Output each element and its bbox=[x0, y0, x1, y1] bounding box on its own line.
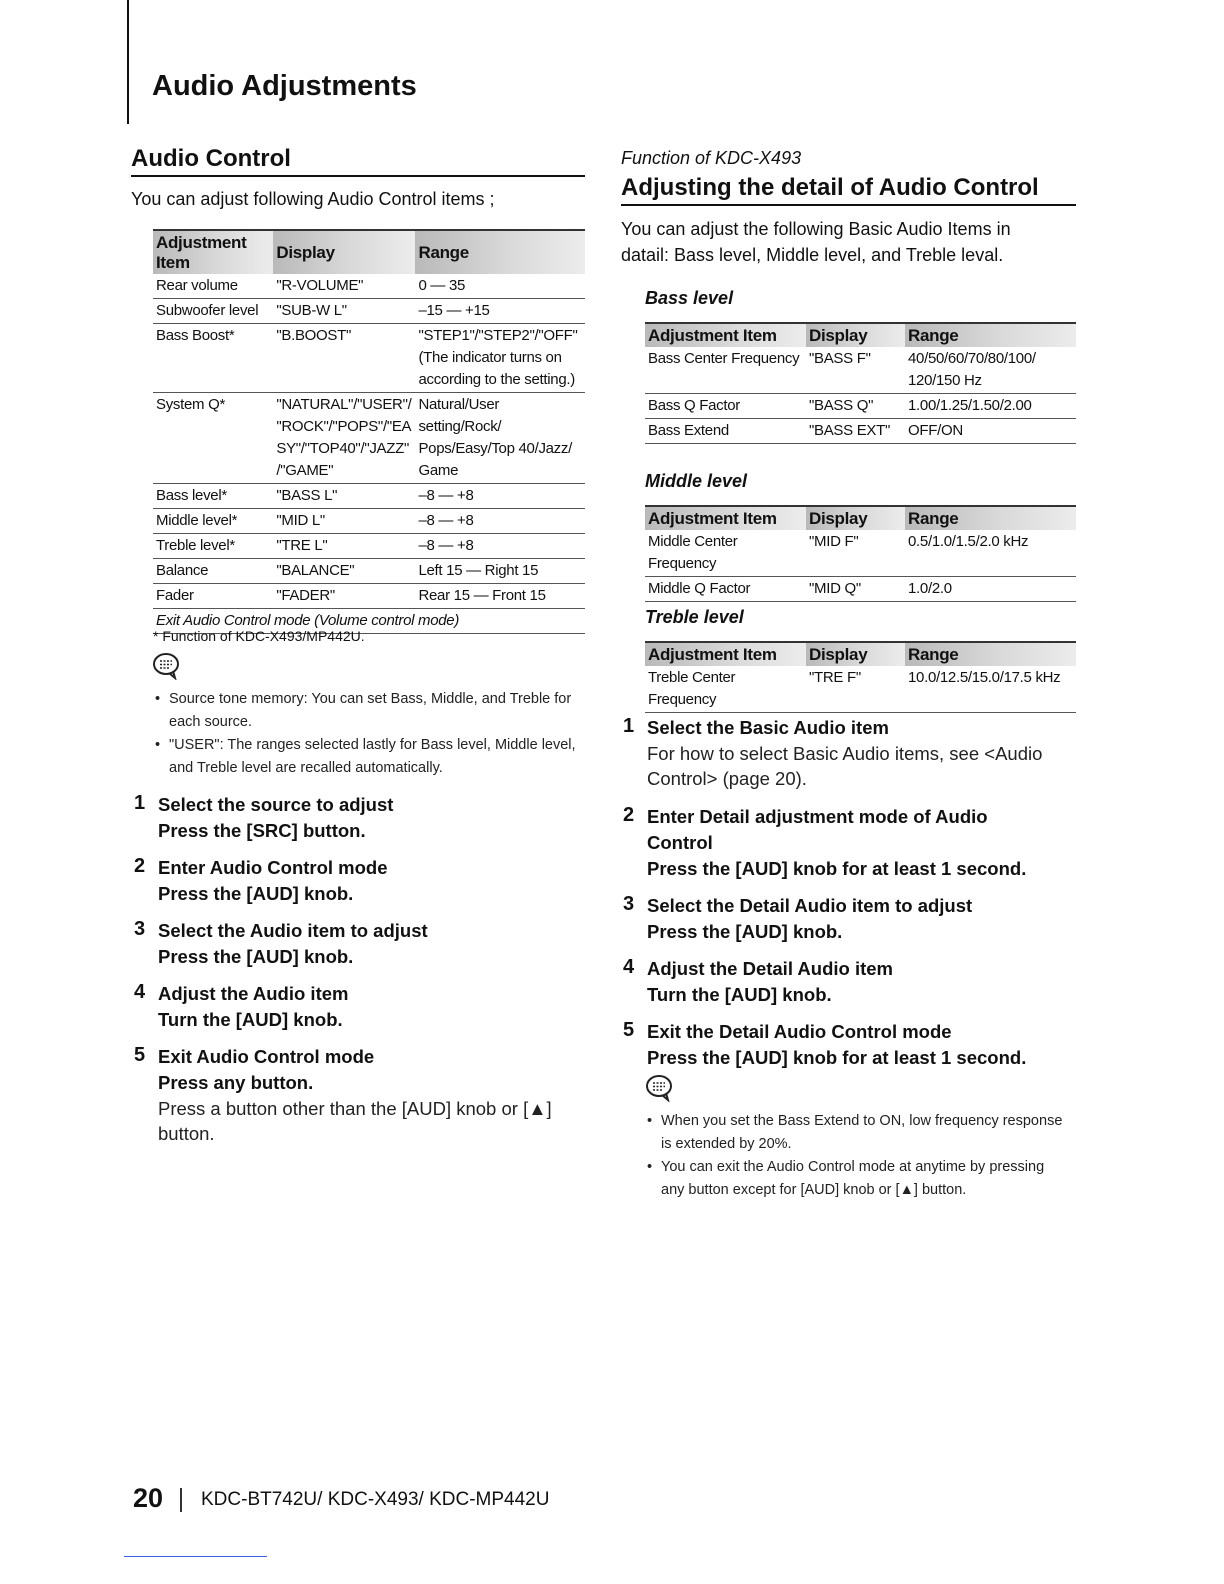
cell: Left 15 — Right 15 bbox=[415, 559, 585, 584]
cell: Middle Center Frequency bbox=[645, 530, 806, 577]
cell: Bass level* bbox=[153, 484, 273, 509]
cell: –8 — +8 bbox=[415, 484, 585, 509]
cell: Bass Center Frequency bbox=[645, 347, 806, 394]
cell: "B.BOOST" bbox=[273, 324, 415, 393]
column-header: Range bbox=[415, 230, 585, 274]
table-row bbox=[645, 530, 1076, 577]
step-number: 4 bbox=[623, 956, 635, 978]
table-row bbox=[645, 577, 1076, 602]
table-header-row bbox=[645, 323, 1076, 347]
cell: "FADER" bbox=[273, 584, 415, 609]
left-step-1 bbox=[134, 792, 574, 844]
cell: Bass Extend bbox=[645, 419, 806, 444]
audio-control-heading: Audio Control bbox=[131, 145, 585, 177]
footer-separator bbox=[180, 1488, 182, 1512]
column-header: Display bbox=[806, 642, 905, 666]
cell: Natural/User setting/Rock/ Pops/Easy/Top 40/Jazz/ Game bbox=[415, 393, 585, 484]
note-item: • You can exit the Audio Control mode at anytime by pressing any button except for [AUD] knob or [▲] button. bbox=[647, 1156, 1067, 1202]
step-title: Select the Detail Audio item to adjust bbox=[647, 895, 973, 916]
cell: "BASS Q" bbox=[806, 394, 905, 419]
cell: OFF/ON bbox=[905, 419, 1076, 444]
left-notes bbox=[155, 688, 585, 780]
detail-intro: You can adjust the following Basic Audio Items in datail: Bass level, Middle level, and Treble leval. bbox=[621, 219, 1011, 265]
note-item: • When you set the Bass Extend to ON, low frequency response is extended by 20%. bbox=[647, 1110, 1067, 1156]
column-header: Display bbox=[273, 230, 415, 274]
table-header-row bbox=[153, 230, 585, 274]
step-action: Press any button. bbox=[158, 1072, 314, 1093]
cell: "MID F" bbox=[806, 530, 905, 577]
step-number: 4 bbox=[134, 981, 146, 1003]
step-action: Press the [AUD] knob for at least 1 second. bbox=[647, 858, 1027, 879]
column-header: Display bbox=[806, 323, 905, 347]
right-step-1 bbox=[623, 715, 1063, 791]
model-list: KDC-BT742U/ KDC-X493/ KDC-MP442U bbox=[201, 1489, 550, 1510]
cell: Subwoofer level bbox=[153, 299, 273, 324]
column-header: Range bbox=[905, 323, 1076, 347]
cell: Bass Boost* bbox=[153, 324, 273, 393]
note-icon bbox=[151, 652, 183, 680]
table-row bbox=[645, 394, 1076, 419]
cell: "MID Q" bbox=[806, 577, 905, 602]
step-action: Press the [SRC] button. bbox=[158, 820, 366, 841]
step-title: Exit Audio Control mode bbox=[158, 1046, 375, 1067]
step-action: Press the [AUD] knob. bbox=[647, 921, 843, 942]
step-number: 3 bbox=[134, 918, 146, 940]
right-step-5 bbox=[623, 1019, 1063, 1071]
column-header: Adjustment Item bbox=[645, 506, 806, 530]
column-header: Adjustment Item bbox=[645, 642, 806, 666]
table-row bbox=[153, 509, 585, 534]
cell: "BASS EXT" bbox=[806, 419, 905, 444]
cell: "BASS L" bbox=[273, 484, 415, 509]
cell: "BALANCE" bbox=[273, 559, 415, 584]
cell: "TRE L" bbox=[273, 534, 415, 559]
table-row bbox=[645, 347, 1076, 394]
step-action: Press the [AUD] knob for at least 1 second. bbox=[647, 1047, 1027, 1068]
table-header-row bbox=[645, 642, 1076, 666]
step-title: Select the Audio item to adjust bbox=[158, 920, 428, 941]
table-header-row bbox=[645, 506, 1076, 530]
exit-row-cell: Exit Audio Control mode (Volume control mode) bbox=[153, 609, 585, 634]
step-title: Adjust the Audio item bbox=[158, 983, 349, 1004]
table-row bbox=[153, 534, 585, 559]
step-number: 3 bbox=[623, 893, 635, 915]
audio-control-table bbox=[153, 229, 585, 634]
detail-audio-control-heading: Adjusting the detail of Audio Control bbox=[621, 174, 1076, 206]
cell: "NATURAL"/"USER"/ "ROCK"/"POPS"/"EA SY"/"TOP40"/"JAZZ" /"GAME" bbox=[273, 393, 415, 484]
footnote: * Function of KDC-X493/MP442U. bbox=[153, 628, 365, 644]
step-number: 5 bbox=[623, 1019, 635, 1041]
right-step-4 bbox=[623, 956, 1063, 1008]
column-header: Adjustment Item bbox=[645, 323, 806, 347]
cell: 0 — 35 bbox=[415, 274, 585, 299]
cell: –8 — +8 bbox=[415, 534, 585, 559]
middle-level-heading: Middle level bbox=[645, 471, 748, 491]
cell: Middle level* bbox=[153, 509, 273, 534]
cell: "MID L" bbox=[273, 509, 415, 534]
cell: Rear volume bbox=[153, 274, 273, 299]
cell: "R-VOLUME" bbox=[273, 274, 415, 299]
right-step-3 bbox=[623, 893, 1063, 945]
cell: "BASS F" bbox=[806, 347, 905, 394]
bottom-rule bbox=[124, 1556, 267, 1557]
step-number: 1 bbox=[134, 792, 146, 814]
column-header: Adjustment Item bbox=[153, 230, 273, 274]
table-row bbox=[153, 274, 585, 299]
cell: 10.0/12.5/15.0/17.5 kHz bbox=[905, 666, 1076, 713]
step-number: 1 bbox=[623, 715, 635, 737]
bass-level-heading: Bass level bbox=[645, 288, 734, 308]
table-row bbox=[153, 299, 585, 324]
right-step-2 bbox=[623, 804, 1063, 882]
right-notes bbox=[647, 1110, 1067, 1202]
cell: Rear 15 — Front 15 bbox=[415, 584, 585, 609]
step-action: Press the [AUD] knob. bbox=[158, 883, 354, 904]
table-row bbox=[645, 666, 1076, 713]
middle-level-table bbox=[645, 505, 1076, 602]
cell: System Q* bbox=[153, 393, 273, 484]
cell: Treble level* bbox=[153, 534, 273, 559]
cell: 1.00/1.25/1.50/2.00 bbox=[905, 394, 1076, 419]
note-item: • "USER": The ranges selected lastly for Bass level, Middle level, and Treble level are recalled automatically. bbox=[155, 734, 585, 780]
cell: "SUB-W L" bbox=[273, 299, 415, 324]
cell: 0.5/1.0/1.5/2.0 kHz bbox=[905, 530, 1076, 577]
step-title: Adjust the Detail Audio item bbox=[647, 958, 893, 979]
step-description: For how to select Basic Audio items, see <Audio Control> (page 20). bbox=[647, 743, 1043, 789]
audio-control-intro: You can adjust following Audio Control items ; bbox=[131, 189, 495, 209]
table-row bbox=[153, 584, 585, 609]
table-row bbox=[645, 419, 1076, 444]
cell: 40/50/60/70/80/100/ 120/150 Hz bbox=[905, 347, 1076, 394]
cell: –8 — +8 bbox=[415, 509, 585, 534]
cell: Fader bbox=[153, 584, 273, 609]
table-row bbox=[153, 393, 585, 484]
function-note: Function of KDC-X493 bbox=[621, 148, 802, 168]
treble-level-heading: Treble level bbox=[645, 607, 744, 627]
treble-level-table bbox=[645, 641, 1076, 713]
page-number: 20 bbox=[133, 1483, 164, 1513]
cell: Balance bbox=[153, 559, 273, 584]
cell: Middle Q Factor bbox=[645, 577, 806, 602]
page-title: Audio Adjustments bbox=[152, 70, 417, 102]
step-action: Turn the [AUD] knob. bbox=[158, 1009, 343, 1030]
cell: "TRE F" bbox=[806, 666, 905, 713]
header-rule bbox=[127, 0, 129, 124]
table-row bbox=[153, 559, 585, 584]
column-header: Range bbox=[905, 642, 1076, 666]
step-title: Select the Basic Audio item bbox=[647, 717, 889, 738]
bass-level-table bbox=[645, 322, 1076, 444]
note-icon bbox=[644, 1074, 676, 1102]
step-title: Enter Audio Control mode bbox=[158, 857, 388, 878]
column-header: Display bbox=[806, 506, 905, 530]
step-title: Enter Detail adjustment mode of Audio Control bbox=[647, 806, 988, 853]
left-step-4 bbox=[134, 981, 574, 1033]
cell: 1.0/2.0 bbox=[905, 577, 1076, 602]
table-row bbox=[153, 484, 585, 509]
step-number: 2 bbox=[134, 855, 146, 877]
step-title: Select the source to adjust bbox=[158, 794, 394, 815]
cell: –15 — +15 bbox=[415, 299, 585, 324]
step-number: 5 bbox=[134, 1044, 146, 1066]
left-step-3 bbox=[134, 918, 574, 970]
cell: Treble Center Frequency bbox=[645, 666, 806, 713]
step-title: Exit the Detail Audio Control mode bbox=[647, 1021, 952, 1042]
table-row bbox=[153, 324, 585, 393]
step-number: 2 bbox=[623, 804, 635, 826]
left-step-2 bbox=[134, 855, 574, 907]
cell: Bass Q Factor bbox=[645, 394, 806, 419]
note-item: • Source tone memory: You can set Bass, Middle, and Treble for each source. bbox=[155, 688, 585, 734]
cell: "STEP1"/"STEP2"/"OFF" (The indicator turns on according to the setting.) bbox=[415, 324, 585, 393]
step-action: Press the [AUD] knob. bbox=[158, 946, 354, 967]
column-header: Range bbox=[905, 506, 1076, 530]
step-description: Press a button other than the [AUD] knob or [▲] button. bbox=[158, 1098, 552, 1144]
left-step-5 bbox=[134, 1044, 574, 1146]
step-action: Turn the [AUD] knob. bbox=[647, 984, 832, 1005]
